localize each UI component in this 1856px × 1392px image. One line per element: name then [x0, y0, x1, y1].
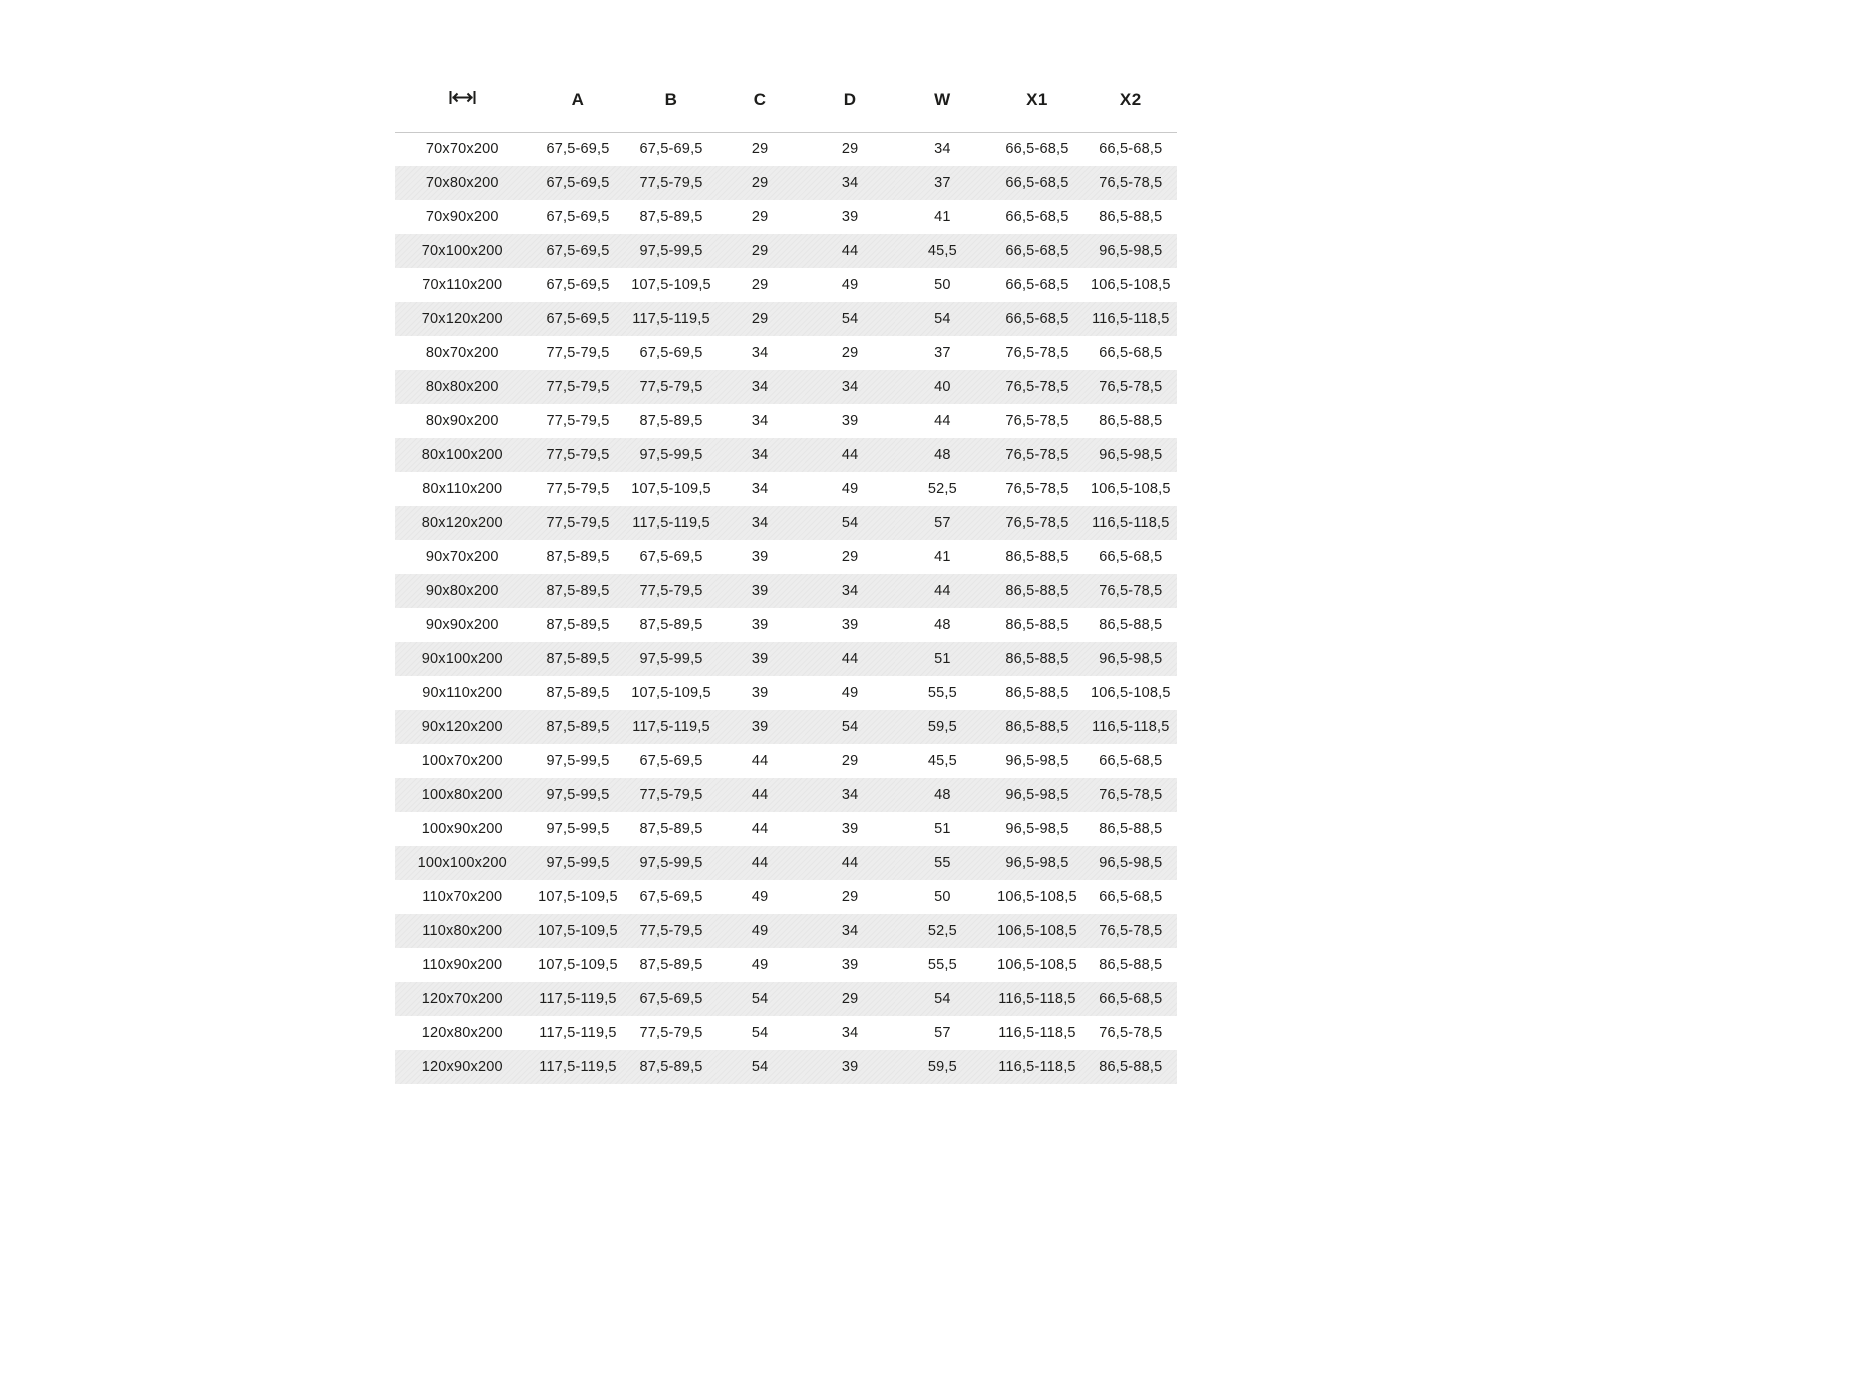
cell-w: 45,5: [927, 753, 957, 769]
cell-x2: 86,5-88,5: [1099, 209, 1163, 225]
cell-x1: 86,5-88,5: [1005, 651, 1069, 667]
cell-x1: 96,5-98,5: [1005, 753, 1069, 769]
cell-c: 34: [751, 345, 769, 361]
cell-b: 117,5-119,5: [632, 719, 710, 735]
table-row: [395, 234, 1177, 268]
cell-a: 67,5-69,5: [546, 141, 610, 158]
cell-x2: 106,5-108,5: [1091, 481, 1171, 497]
cell-w: 44: [934, 413, 951, 429]
cell-w: 48: [934, 447, 951, 463]
cell-d: 49: [841, 685, 859, 701]
cell-b: 87,5-89,5: [639, 413, 703, 429]
cell-d: 49: [841, 277, 859, 293]
cell-x1: 76,5-78,5: [1005, 379, 1069, 395]
cell-c: 29: [751, 277, 769, 293]
cell-b: 87,5-89,5: [639, 617, 703, 633]
cell-d: 29: [841, 345, 859, 361]
cell-d: 34: [841, 379, 859, 395]
cell-w: 55,5: [927, 685, 957, 701]
cell-size: 120x90x200: [421, 1059, 503, 1075]
column-header-d: D: [805, 68, 896, 132]
size-spec-table: [395, 68, 1177, 1084]
cell-d: 34: [841, 787, 859, 803]
cell-x2: 86,5-88,5: [1099, 821, 1163, 837]
cell-w: 48: [934, 617, 951, 633]
cell-b: 67,5-69,5: [639, 549, 703, 565]
cell-x1: 76,5-78,5: [1005, 413, 1069, 429]
cell-c: 39: [751, 549, 769, 565]
cell-w: 51: [934, 651, 951, 667]
cell-c: 54: [751, 1059, 769, 1075]
cell-size: 110x80x200: [422, 923, 503, 939]
cell-w: 59,5: [927, 1059, 957, 1075]
cell-w: 41: [934, 209, 951, 225]
cell-c: 49: [751, 923, 769, 939]
cell-d: 39: [841, 209, 859, 225]
cell-c: 54: [751, 991, 769, 1007]
cell-size: 80x90x200: [425, 413, 499, 429]
cell-a: 107,5-109,5: [538, 923, 618, 939]
cell-b: 77,5-79,5: [639, 379, 703, 395]
cell-w: 44: [934, 583, 951, 599]
cell-x2: 76,5-78,5: [1099, 923, 1163, 939]
cell-d: 29: [841, 991, 859, 1007]
cell-d: 49: [841, 481, 859, 497]
cell-d: 39: [841, 1059, 859, 1075]
cell-w: 52,5: [927, 923, 957, 939]
cell-b: 67,5-69,5: [639, 345, 703, 361]
table-row: [395, 370, 1177, 404]
cell-b: 77,5-79,5: [639, 175, 703, 191]
cell-c: 44: [751, 821, 769, 837]
table-row: [395, 846, 1177, 880]
cell-w: 37: [934, 175, 951, 191]
cell-w: 52,5: [927, 481, 957, 497]
table-row: [395, 676, 1177, 710]
cell-w: 55: [934, 855, 951, 871]
cell-x2: 86,5-88,5: [1099, 413, 1163, 429]
table-row: [395, 608, 1177, 642]
cell-size: 70x90x200: [425, 209, 499, 225]
table-row: [395, 914, 1177, 948]
cell-x1: 116,5-118,5: [998, 1059, 1076, 1075]
cell-d: 44: [841, 447, 859, 463]
cell-c: 39: [751, 651, 769, 667]
cell-x1: 116,5-118,5: [998, 991, 1076, 1007]
cell-size: 100x80x200: [421, 787, 503, 803]
cell-d: 39: [841, 617, 859, 633]
cell-w: 50: [934, 889, 951, 905]
cell-b: 87,5-89,5: [639, 1059, 703, 1075]
cell-size: 90x80x200: [425, 583, 499, 599]
cell-x1: 66,5-68,5: [1005, 209, 1069, 225]
cell-size: 70x100x200: [421, 243, 503, 259]
cell-a: 67,5-69,5: [546, 175, 610, 191]
cell-w: 54: [934, 991, 951, 1007]
table-row: [395, 1016, 1177, 1050]
cell-w: 40: [934, 379, 951, 395]
cell-b: 87,5-89,5: [639, 821, 703, 837]
size-column-header: [395, 68, 530, 132]
cell-size: 80x70x200: [425, 345, 499, 361]
cell-w: 54: [934, 311, 951, 327]
cell-c: 34: [751, 379, 769, 395]
cell-x2: 76,5-78,5: [1099, 379, 1163, 395]
cell-w: 55,5: [927, 957, 957, 973]
cell-size: 90x90x200: [425, 617, 499, 633]
table-row: [395, 132, 1177, 166]
table-row: [395, 982, 1177, 1016]
cell-w: 50: [934, 277, 951, 293]
cell-x1: 106,5-108,5: [997, 923, 1077, 939]
cell-b: 67,5-69,5: [639, 141, 703, 158]
cell-d: 34: [841, 175, 859, 191]
column-header-x1: X1: [989, 68, 1084, 132]
cell-w: 59,5: [927, 719, 957, 735]
cell-x1: 116,5-118,5: [998, 1025, 1076, 1041]
cell-w: 45,5: [927, 243, 957, 259]
cell-b: 97,5-99,5: [639, 651, 703, 667]
cell-size: 70x110x200: [422, 277, 503, 293]
cell-b: 77,5-79,5: [639, 923, 703, 939]
cell-x1: 86,5-88,5: [1005, 549, 1069, 565]
column-header-c: C: [716, 68, 805, 132]
cell-w: 34: [934, 141, 951, 158]
cell-w: 51: [934, 821, 951, 837]
cell-a: 77,5-79,5: [546, 447, 610, 463]
cell-size: 90x110x200: [422, 685, 503, 701]
cell-c: 29: [751, 209, 769, 225]
cell-size: 80x120x200: [421, 515, 503, 531]
cell-x2: 96,5-98,5: [1099, 243, 1163, 259]
cell-size: 100x100x200: [417, 855, 507, 871]
cell-size: 100x90x200: [421, 821, 503, 837]
cell-a: 67,5-69,5: [546, 209, 610, 225]
cell-b: 87,5-89,5: [639, 957, 703, 973]
cell-a: 77,5-79,5: [546, 515, 610, 531]
cell-w: 48: [934, 787, 951, 803]
table-row: [395, 642, 1177, 676]
cell-d: 54: [841, 515, 859, 531]
cell-b: 87,5-89,5: [639, 209, 703, 225]
cell-size: 80x110x200: [422, 481, 503, 497]
cell-c: 44: [751, 855, 769, 871]
cell-x1: 76,5-78,5: [1005, 345, 1069, 361]
table-row: [395, 472, 1177, 506]
cell-d: 29: [841, 889, 859, 905]
cell-size: 90x120x200: [421, 719, 503, 735]
cell-x2: 66,5-68,5: [1099, 141, 1163, 158]
cell-x2: 116,5-118,5: [1092, 515, 1170, 531]
cell-d: 34: [841, 923, 859, 939]
cell-d: 29: [841, 141, 859, 158]
cell-c: 34: [751, 515, 769, 531]
cell-x1: 96,5-98,5: [1005, 787, 1069, 803]
cell-w: 57: [934, 515, 951, 531]
cell-d: 54: [841, 311, 859, 327]
column-header-w: W: [895, 68, 989, 132]
cell-x1: 96,5-98,5: [1005, 821, 1069, 837]
cell-c: 49: [751, 889, 769, 905]
cell-b: 107,5-109,5: [631, 277, 711, 293]
cell-a: 87,5-89,5: [546, 617, 610, 633]
cell-x1: 66,5-68,5: [1005, 311, 1069, 327]
cell-d: 29: [841, 549, 859, 565]
cell-x2: 86,5-88,5: [1099, 957, 1163, 973]
cell-x2: 106,5-108,5: [1091, 685, 1171, 701]
column-header-b: B: [626, 68, 715, 132]
cell-a: 77,5-79,5: [546, 379, 610, 395]
table-row: [395, 948, 1177, 982]
table-row: [395, 166, 1177, 200]
cell-d: 34: [841, 1025, 859, 1041]
cell-a: 87,5-89,5: [546, 685, 610, 701]
table-row: [395, 268, 1177, 302]
table-row: [395, 778, 1177, 812]
cell-size: 70x120x200: [421, 311, 503, 327]
cell-b: 117,5-119,5: [632, 311, 710, 327]
cell-x1: 86,5-88,5: [1005, 719, 1069, 735]
cell-d: 34: [841, 583, 859, 599]
table-row: [395, 574, 1177, 608]
cell-c: 34: [751, 447, 769, 463]
cell-d: 44: [841, 243, 859, 259]
width-dimension-icon: [449, 90, 476, 105]
cell-b: 97,5-99,5: [639, 447, 703, 463]
cell-x1: 76,5-78,5: [1005, 481, 1069, 497]
cell-c: 34: [751, 481, 769, 497]
cell-b: 97,5-99,5: [639, 243, 703, 259]
table-row: [395, 540, 1177, 574]
cell-b: 117,5-119,5: [632, 515, 710, 531]
cell-b: 77,5-79,5: [639, 1025, 703, 1041]
cell-b: 97,5-99,5: [639, 855, 703, 871]
cell-a: 107,5-109,5: [538, 957, 618, 973]
cell-x2: 66,5-68,5: [1099, 991, 1163, 1007]
cell-size: 90x70x200: [425, 549, 499, 565]
cell-x2: 116,5-118,5: [1092, 311, 1170, 327]
cell-size: 110x90x200: [422, 957, 503, 973]
cell-b: 77,5-79,5: [639, 787, 703, 803]
cell-size: 80x100x200: [421, 447, 503, 463]
cell-x2: 66,5-68,5: [1099, 753, 1163, 769]
cell-d: 29: [841, 753, 859, 769]
cell-x1: 76,5-78,5: [1005, 447, 1069, 463]
cell-a: 77,5-79,5: [546, 413, 610, 429]
cell-x1: 96,5-98,5: [1005, 855, 1069, 871]
cell-x1: 76,5-78,5: [1005, 515, 1069, 531]
header-row: [395, 68, 1177, 132]
cell-w: 41: [934, 549, 951, 565]
cell-c: 44: [751, 787, 769, 803]
cell-d: 44: [841, 651, 859, 667]
cell-a: 97,5-99,5: [546, 787, 610, 803]
cell-w: 57: [934, 1025, 951, 1041]
cell-a: 67,5-69,5: [546, 311, 610, 327]
cell-c: 49: [751, 957, 769, 973]
cell-a: 87,5-89,5: [546, 583, 610, 599]
table-row: [395, 438, 1177, 472]
cell-x2: 66,5-68,5: [1099, 549, 1163, 565]
table-row: [395, 744, 1177, 778]
table-row: [395, 506, 1177, 540]
cell-c: 39: [751, 719, 769, 735]
table-row: [395, 336, 1177, 370]
cell-size: 110x70x200: [422, 889, 503, 905]
cell-x2: 76,5-78,5: [1099, 175, 1163, 191]
cell-x2: 76,5-78,5: [1099, 583, 1163, 599]
cell-b: 67,5-69,5: [639, 753, 703, 769]
cell-a: 117,5-119,5: [539, 991, 617, 1007]
cell-a: 87,5-89,5: [546, 549, 610, 565]
cell-size: 70x80x200: [425, 175, 499, 191]
cell-a: 117,5-119,5: [539, 1025, 617, 1041]
cell-x1: 66,5-68,5: [1005, 141, 1069, 158]
cell-a: 77,5-79,5: [546, 345, 610, 361]
cell-d: 39: [841, 957, 859, 973]
cell-x1: 86,5-88,5: [1005, 685, 1069, 701]
cell-x2: 96,5-98,5: [1099, 651, 1163, 667]
cell-x2: 116,5-118,5: [1092, 719, 1170, 735]
cell-x2: 66,5-68,5: [1099, 345, 1163, 361]
cell-x2: 86,5-88,5: [1099, 617, 1163, 633]
cell-x1: 86,5-88,5: [1005, 583, 1069, 599]
cell-size: 120x70x200: [421, 991, 503, 1007]
cell-x2: 76,5-78,5: [1099, 1025, 1163, 1041]
cell-x1: 106,5-108,5: [997, 889, 1077, 905]
cell-w: 37: [934, 345, 951, 361]
cell-x1: 66,5-68,5: [1005, 175, 1069, 191]
cell-d: 39: [841, 413, 859, 429]
cell-b: 107,5-109,5: [631, 685, 711, 701]
cell-c: 34: [751, 413, 769, 429]
cell-x2: 86,5-88,5: [1099, 1059, 1163, 1075]
cell-size: 120x80x200: [421, 1025, 503, 1041]
cell-c: 44: [751, 753, 769, 769]
cell-c: 39: [751, 685, 769, 701]
cell-size: 90x100x200: [421, 651, 503, 667]
cell-c: 39: [751, 583, 769, 599]
table-row: [395, 710, 1177, 744]
cell-a: 67,5-69,5: [546, 243, 610, 259]
cell-c: 29: [751, 311, 769, 327]
cell-x2: 66,5-68,5: [1099, 889, 1163, 905]
cell-a: 67,5-69,5: [546, 277, 610, 293]
table-row: [395, 1050, 1177, 1084]
table-row: [395, 880, 1177, 914]
cell-x1: 106,5-108,5: [997, 957, 1077, 973]
cell-size: 100x70x200: [421, 753, 503, 769]
table-row: [395, 404, 1177, 438]
cell-a: 87,5-89,5: [546, 651, 610, 667]
cell-d: 39: [841, 821, 859, 837]
cell-a: 97,5-99,5: [546, 753, 610, 769]
table-row: [395, 200, 1177, 234]
cell-a: 107,5-109,5: [538, 889, 618, 905]
cell-a: 97,5-99,5: [546, 855, 610, 871]
cell-x2: 76,5-78,5: [1099, 787, 1163, 803]
cell-c: 29: [751, 243, 769, 259]
cell-b: 67,5-69,5: [639, 889, 703, 905]
cell-c: 39: [751, 617, 769, 633]
table-row: [395, 302, 1177, 336]
column-header-a: A: [530, 68, 627, 132]
cell-c: 29: [751, 175, 769, 191]
cell-b: 67,5-69,5: [639, 991, 703, 1007]
cell-size: 80x80x200: [425, 379, 499, 395]
cell-x2: 96,5-98,5: [1099, 855, 1163, 871]
cell-a: 117,5-119,5: [539, 1059, 617, 1075]
cell-b: 77,5-79,5: [639, 583, 703, 599]
cell-d: 54: [841, 719, 859, 735]
cell-x1: 86,5-88,5: [1005, 617, 1069, 633]
cell-a: 87,5-89,5: [546, 719, 610, 735]
cell-x1: 66,5-68,5: [1005, 243, 1069, 259]
cell-x2: 96,5-98,5: [1099, 447, 1163, 463]
dimensions-table: [395, 68, 1177, 1084]
cell-b: 107,5-109,5: [631, 481, 711, 497]
column-header-x2: X2: [1085, 68, 1177, 132]
table-row: [395, 812, 1177, 846]
cell-a: 97,5-99,5: [546, 821, 610, 837]
cell-c: 54: [751, 1025, 769, 1041]
cell-x1: 66,5-68,5: [1005, 277, 1069, 293]
cell-c: 29: [751, 141, 769, 158]
cell-size: 70x70x200: [425, 141, 499, 158]
cell-d: 44: [841, 855, 859, 871]
cell-a: 77,5-79,5: [546, 481, 610, 497]
cell-x2: 106,5-108,5: [1091, 277, 1171, 293]
